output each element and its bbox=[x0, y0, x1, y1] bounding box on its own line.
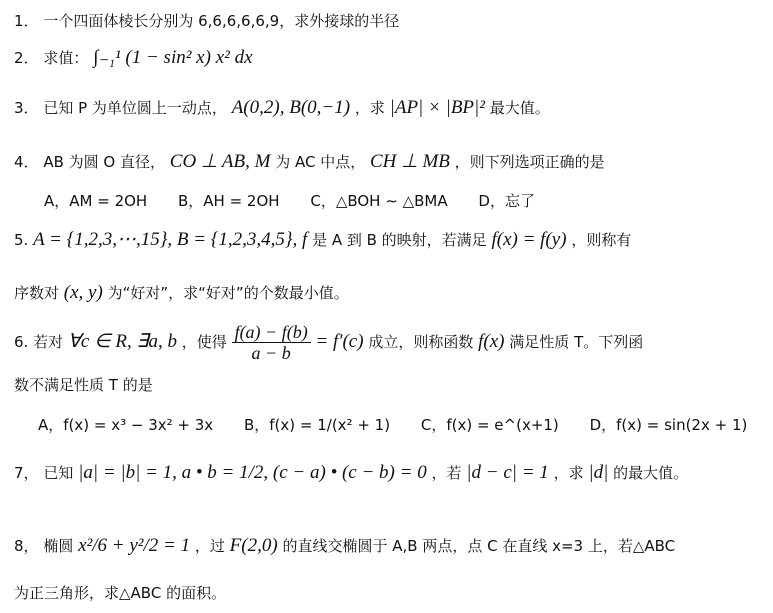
math-expression: f(x) bbox=[478, 331, 505, 352]
problem-text: 是 A 到 B 的映射，若满足 bbox=[312, 231, 487, 249]
option-d: D，忘了 bbox=[478, 192, 535, 210]
problem-8 bbox=[14, 535, 718, 557]
problem-number: 4． bbox=[14, 153, 39, 171]
problem-text: 为正三角形，求△ABC 的面积。 bbox=[14, 584, 227, 602]
problem-number: 6. bbox=[14, 333, 29, 351]
math-expression: CH ⊥ MB bbox=[370, 151, 450, 172]
problem-text: AB 为圆 O 直径， bbox=[43, 153, 165, 171]
math-expression: ∀c ∈ R, ∃a, b bbox=[67, 331, 177, 352]
problem-8-line2 bbox=[14, 582, 718, 603]
option-c: C，△BOH ∼ △BMA bbox=[310, 192, 448, 210]
problem-text: 已知 bbox=[43, 464, 74, 482]
problem-text: 序数对 bbox=[14, 284, 60, 302]
math-expression: |d| bbox=[588, 462, 609, 483]
vector-conditions: |a| = |b| = 1, a • b = 1/2, (c − a) • (c − b) = 0 bbox=[78, 462, 427, 483]
problem-5 bbox=[14, 228, 718, 251]
option-d: D，f(x) = sin(2x + 1) bbox=[589, 416, 748, 434]
problem-number: 3． bbox=[14, 99, 39, 117]
math-expression: = f′(c) bbox=[315, 331, 364, 352]
problem-number: 7， bbox=[14, 464, 39, 482]
problem-text: 椭圆 bbox=[43, 537, 74, 555]
problem-text: ，若 bbox=[431, 464, 462, 482]
math-sets: A = {1,2,3,⋯,15}, B = {1,2,3,4,5}, f bbox=[33, 229, 308, 250]
problem-number: 1． bbox=[14, 12, 39, 30]
problem-text: 数不满足性质 T 的是 bbox=[14, 376, 153, 394]
problem-text: ，则下列选项正确的是 bbox=[454, 153, 605, 171]
problem-text: 最大值。 bbox=[489, 99, 550, 117]
problem-4-options bbox=[44, 190, 718, 211]
problem-5-line2 bbox=[14, 282, 718, 304]
problem-text: 满足性质 T。下列函 bbox=[509, 333, 644, 351]
problem-number: 5. bbox=[14, 231, 29, 249]
difference-quotient bbox=[232, 322, 311, 363]
problem-number: 2． bbox=[14, 49, 39, 67]
problem-text: 一个四面体棱长分别为 6,6,6,6,6,9，求外接球的半径 bbox=[43, 12, 400, 30]
math-expression: |AP| × |BP|² bbox=[389, 97, 485, 118]
option-b: B，AH = 2OH bbox=[177, 192, 280, 210]
option-c: C，f(x) = e^(x+1) bbox=[420, 416, 559, 434]
problem-6-options bbox=[38, 414, 748, 435]
integral-expression: ∫₋₁¹ (1 − sin² x) x² dx bbox=[93, 47, 253, 68]
problem-6 bbox=[14, 322, 718, 363]
problem-text: ，使得 bbox=[181, 333, 227, 351]
problem-4 bbox=[14, 150, 718, 173]
problem-text: ，过 bbox=[194, 537, 225, 555]
problem-text: 的最大值。 bbox=[613, 464, 689, 482]
option-b: B，f(x) = 1/(x² + 1) bbox=[243, 416, 391, 434]
problem-number: 8， bbox=[14, 537, 39, 555]
math-expression: (x, y) bbox=[63, 282, 103, 303]
math-expression: CO ⊥ AB, M bbox=[169, 151, 271, 172]
problem-text: 的直线交椭圆于 A,B 两点，点 C 在直线 x=3 上，若△ABC bbox=[282, 537, 676, 555]
problem-text: ，求 bbox=[354, 99, 385, 117]
problem-text: 已知 P 为单位圆上一动点， bbox=[43, 99, 227, 117]
problem-6-line2 bbox=[14, 374, 718, 395]
problem-text: 为“好对”，求“好对”的个数最小值。 bbox=[107, 284, 349, 302]
math-expression: |d − c| = 1 bbox=[466, 462, 549, 483]
ellipse-equation: x²/6 + y²/2 = 1 bbox=[78, 535, 191, 556]
option-a: A，AM = 2OH bbox=[44, 192, 148, 210]
problem-text: 若对 bbox=[33, 333, 64, 351]
math-points: A(0,2), B(0,−1) bbox=[231, 97, 351, 118]
problem-7 bbox=[14, 462, 718, 484]
problem-2 bbox=[14, 46, 718, 69]
problem-prefix: 求值： bbox=[43, 49, 89, 67]
problem-1 bbox=[14, 10, 718, 31]
problem-3 bbox=[14, 97, 718, 119]
problem-text: 成立，则称函数 bbox=[368, 333, 474, 351]
fraction-numerator: f(a) − f(b) bbox=[232, 322, 311, 343]
problem-text: ，则称有 bbox=[571, 231, 632, 249]
problem-text: ，求 bbox=[553, 464, 584, 482]
option-a: A，f(x) = x³ − 3x² + 3x bbox=[38, 416, 214, 434]
fraction-denominator: a − b bbox=[251, 343, 291, 363]
problem-text: 为 AC 中点， bbox=[275, 153, 366, 171]
math-point: F(2,0) bbox=[229, 535, 278, 556]
math-expression: f(x) = f(y) bbox=[491, 229, 567, 250]
